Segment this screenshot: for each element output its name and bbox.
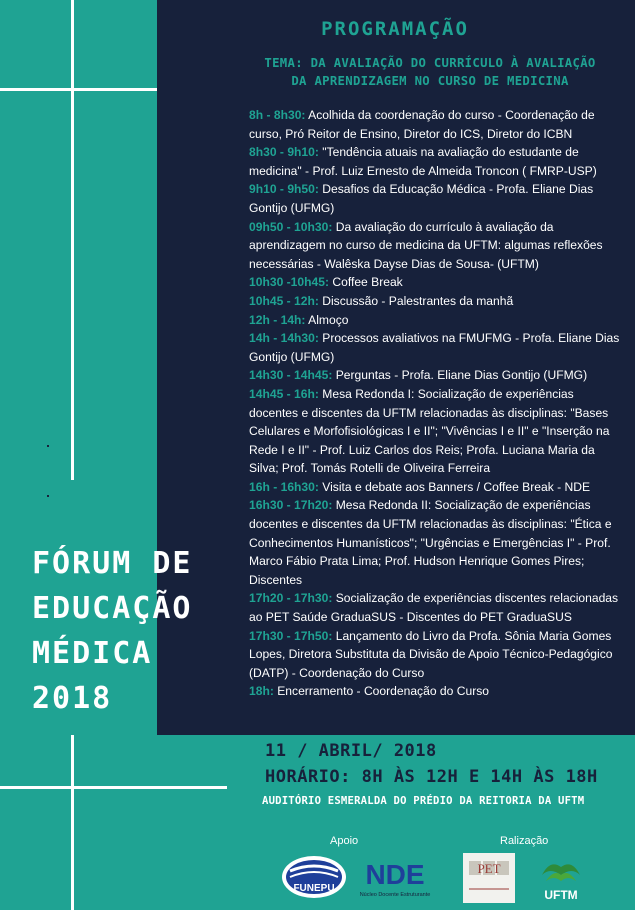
uftm-logo-text: UFTM (544, 888, 578, 902)
schedule-item (249, 627, 621, 683)
schedule-item (249, 385, 621, 478)
apoio-label: Apoio (330, 835, 359, 847)
schedule-item (249, 180, 621, 217)
schedule-time: 17h30 - 17h50: (249, 628, 333, 643)
uftm-logo (536, 853, 586, 903)
theme-heading (245, 54, 615, 90)
event-venue: AUDITÓRIO ESMERALDA DO PRÉDIO DA REITORIA DA UFTM (262, 795, 585, 807)
schedule-description: Coffee Break (329, 275, 403, 290)
schedule-description: Acolhida da coordenação do curso - Coordenação de curso, Pró Reitor de Ensino, Diretor do ICS, Diretor do ICBN (249, 108, 595, 141)
schedule-item (249, 682, 621, 701)
schedule-item (249, 589, 621, 626)
forum-title-line-3: MÉDICA (32, 636, 153, 671)
schedule-item (249, 143, 621, 180)
decor-dot (47, 495, 49, 497)
schedule-item (249, 218, 621, 274)
forum-title (32, 541, 193, 721)
bottom-frame-line (0, 786, 227, 789)
forum-title-line-4: 2018 (32, 681, 113, 716)
bottom-vertical-frame-line (71, 735, 74, 910)
schedule-time: 12h - 14h: (249, 312, 306, 327)
schedule-item (249, 311, 621, 330)
pet-logo (463, 853, 515, 903)
schedule-time: 18h: (249, 684, 274, 699)
schedule-description: "Tendência atuais na avaliação do estudante de medicina" - Prof. Luiz Ernesto de Almeida Troncon ( FMRP-USP) (249, 145, 597, 178)
schedule-time: 9h10 - 9h50: (249, 182, 319, 197)
schedule-item (249, 329, 621, 366)
schedule-time: 14h45 - 16h: (249, 386, 319, 401)
schedule-description: Socialização de experiências discentes relacionadas ao PET Saúde GraduaSUS - Discentes do PET GraduaSUS (249, 591, 619, 625)
schedule-item (249, 292, 621, 311)
schedule-item (249, 366, 621, 385)
forum-title-line-2: EDUCAÇÃO (32, 591, 193, 626)
schedule-item (249, 496, 621, 589)
schedule-time: 16h - 16h30: (249, 479, 319, 494)
schedule-description: Perguntas - Profa. Eliane Dias Gontijo (UFMG) (332, 368, 588, 383)
schedule-description: Encerramento - Coordenação do Curso (273, 684, 489, 699)
schedule-time: 8h30 - 9h10: (249, 145, 319, 160)
pet-logo-text: PET (477, 861, 501, 876)
schedule-list (249, 106, 621, 701)
event-hours: HORÁRIO: 8H ÀS 12H E 14H ÀS 18H (265, 767, 598, 787)
nde-logo (355, 852, 435, 902)
nde-logo-subtitle: Núcleo Docente Estruturante (359, 892, 431, 898)
decor-dot (47, 445, 49, 447)
schedule-description: Processos avaliativos na FMUFMG - Profa. Eliane Dias Gontijo (UFMG) (249, 331, 620, 364)
left-vertical-frame-line (71, 0, 74, 480)
schedule-description: Da avaliação do currículo à avaliação da aprendizagem no curso de medicina da UFTM: algumas reflexões necessárias - Walêska Dayse Dias de Sousa- (UFTM) (249, 219, 603, 271)
schedule-time: 14h - 14h30: (249, 331, 319, 346)
schedule-time: 14h30 - 14h45: (249, 368, 333, 383)
schedule-time: 10h30 -10h45: (249, 275, 329, 290)
theme-line-1: TEMA: DA AVALIAÇÃO DO CURRÍCULO À AVALIAÇÃO (264, 56, 596, 70)
schedule-description: Lançamento do Livro da Profa. Sônia Maria Gomes Lopes, Diretora Substituta da Divisão de Apoio Técnico-Pedagógico (DATP) - Coordenação do Curso (249, 628, 613, 680)
forum-title-line-1: FÓRUM DE (32, 546, 193, 581)
programacao-title: PROGRAMAÇÃO (321, 18, 469, 40)
schedule-item (249, 106, 621, 143)
schedule-description: Mesa Redonda II: Socialização de experiências docentes e discentes da UFTM relacionadas às disciplinas: "Ética e Conhecimentos Humanísticos"; "Urgências e Emergências I" - Prof. Marco Fábio Prata Lima; Prof. Hudson Henrique Gomes Pires; Discentes (249, 498, 612, 587)
schedule-time: 09h50 - 10h30: (249, 219, 333, 234)
event-date: 11 / ABRIL/ 2018 (265, 741, 437, 761)
schedule-description: Discussão - Palestrantes da manhã (318, 293, 514, 308)
schedule-time: 8h - 8h30: (249, 108, 306, 122)
schedule-time: 10h45 - 12h: (249, 293, 319, 308)
funepu-logo (280, 853, 348, 901)
schedule-time: 17h20 - 17h30: (249, 591, 333, 606)
schedule-description: Almoço (305, 312, 349, 327)
schedule-item (249, 478, 621, 497)
funepu-logo-text: FUNEPU (293, 883, 335, 894)
top-left-frame-line (0, 88, 157, 91)
schedule-item (249, 273, 621, 292)
nde-logo-text: NDE (365, 859, 425, 890)
theme-line-2: DA APRENDIZAGEM NO CURSO DE MEDICINA (291, 74, 569, 88)
schedule-time: 16h30 - 17h20: (249, 498, 333, 513)
realizacao-label: Ralização (500, 835, 549, 847)
schedule-description: Visita e debate aos Banners / Coffee Break - NDE (318, 479, 591, 494)
schedule-description: Mesa Redonda I: Socialização de experiências docentes e discentes da UFTM relacionadas às disciplinas: "Bases Celulares e Morfofisiológicas I e II"; "Vivências I e II" e "Inserção na Rede I e II" - Prof. Luiz Carlos dos Reis; Profa. Luciana Maria da Silva; Prof. Tomás Rotelli de Oliveira Ferreira (249, 386, 610, 476)
schedule-description: Desafios da Educação Médica - Profa. Eliane Dias Gontijo (UFMG) (249, 182, 594, 215)
